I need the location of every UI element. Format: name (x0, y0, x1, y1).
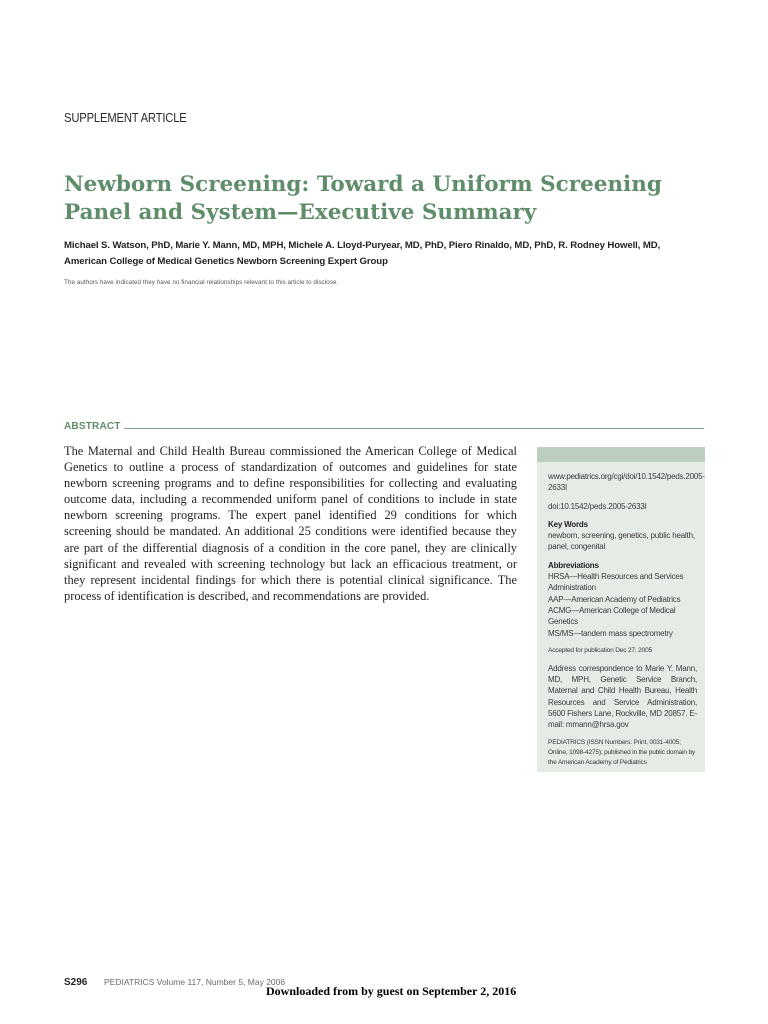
correspondence-address: Address correspondence to Marie Y. Mann, MD, MPH, Genetic Service Branch, Maternal and Child Health Bureau, Health Resources and Service Administration, 5600 Fishers Lane, Rockville, MD 20857. E-mail: mmann@hrsa.gov (548, 663, 697, 730)
abbreviations-block (548, 560, 697, 639)
keywords-block (548, 519, 697, 553)
abstract-heading: ABSTRACT (64, 421, 121, 432)
abbreviation-item: AAP—American Academy of Pediatrics (548, 594, 681, 604)
abbreviation-item: HRSA—Health Resources and Services Administration (548, 572, 684, 593)
abstract-divider (124, 428, 704, 429)
keywords-heading: Key Words (548, 519, 588, 529)
abstract-body: The Maternal and Child Health Bureau commissioned the American College of Medical Genetics to outline a process of standardization of outcomes and guidelines for state newborn screening programs and to define responsibilities for collecting and evaluating outcome data, including a recommended uniform panel of conditions to include in state newborn screening programs. The expert panel identified 29 conditions for which screening should be mandated. An additional 25 conditions were identified because they are part of the differential diagnosis of a condition in the core panel, they are clinically significant and revealed with screening technology but lack an efficacious treatment, or they represent incidental findings for which there is potential clinical significance. The process of identification is described, and recommendations are provided. (64, 444, 517, 603)
sidebar-header-band (537, 447, 705, 462)
section-label: SUPPLEMENT ARTICLE (64, 111, 187, 125)
abbreviations-heading: Abbreviations (548, 560, 599, 570)
keywords-list: newborn, screening, genetics, public health, panel, congenital (548, 531, 695, 552)
author-list: Michael S. Watson, PhD, Marie Y. Mann, MD, MPH, Michele A. Lloyd-Puryear, MD, PhD, Piero Rinaldo, MD, PhD, R. Rodney Howell, MD, American College of Medical Genetics Newborn Screening Expert Group (64, 240, 661, 267)
sidebar-content (548, 471, 705, 775)
issn-note: PEDIATRICS (ISSN Numbers: Print, 0031-4005; Online, 1098-4275); published in the public domain by the American Academy of Pediatrics (548, 738, 696, 766)
journal-reference: PEDIATRICS Volume 117, Number 5, May 2006 (104, 977, 286, 987)
abbreviation-item: MS/MS—tandem mass spectrometry (548, 628, 673, 638)
financial-disclosure: The authors have indicated they have no financial relationships relevant to this article to disclose. (64, 279, 339, 286)
article-url[interactable]: www.pediatrics.org/cgi/doi/10.1542/peds.2005-2633I (548, 472, 705, 493)
article-title: Newborn Screening: Toward a Uniform Screening Panel and System—Executive Summary (64, 172, 662, 225)
accepted-date: Accepted for publication Dec 27, 2005 (548, 646, 653, 654)
abbreviation-item: ACMG—American College of Medical Genetics (548, 605, 676, 627)
article-doi: doi:10.1542/peds.2005-2633I (548, 501, 647, 511)
article-info-sidebar (537, 447, 705, 772)
page-number: S296 (64, 977, 88, 988)
download-watermark: Downloaded from by guest on September 2, 2016 (266, 984, 517, 998)
